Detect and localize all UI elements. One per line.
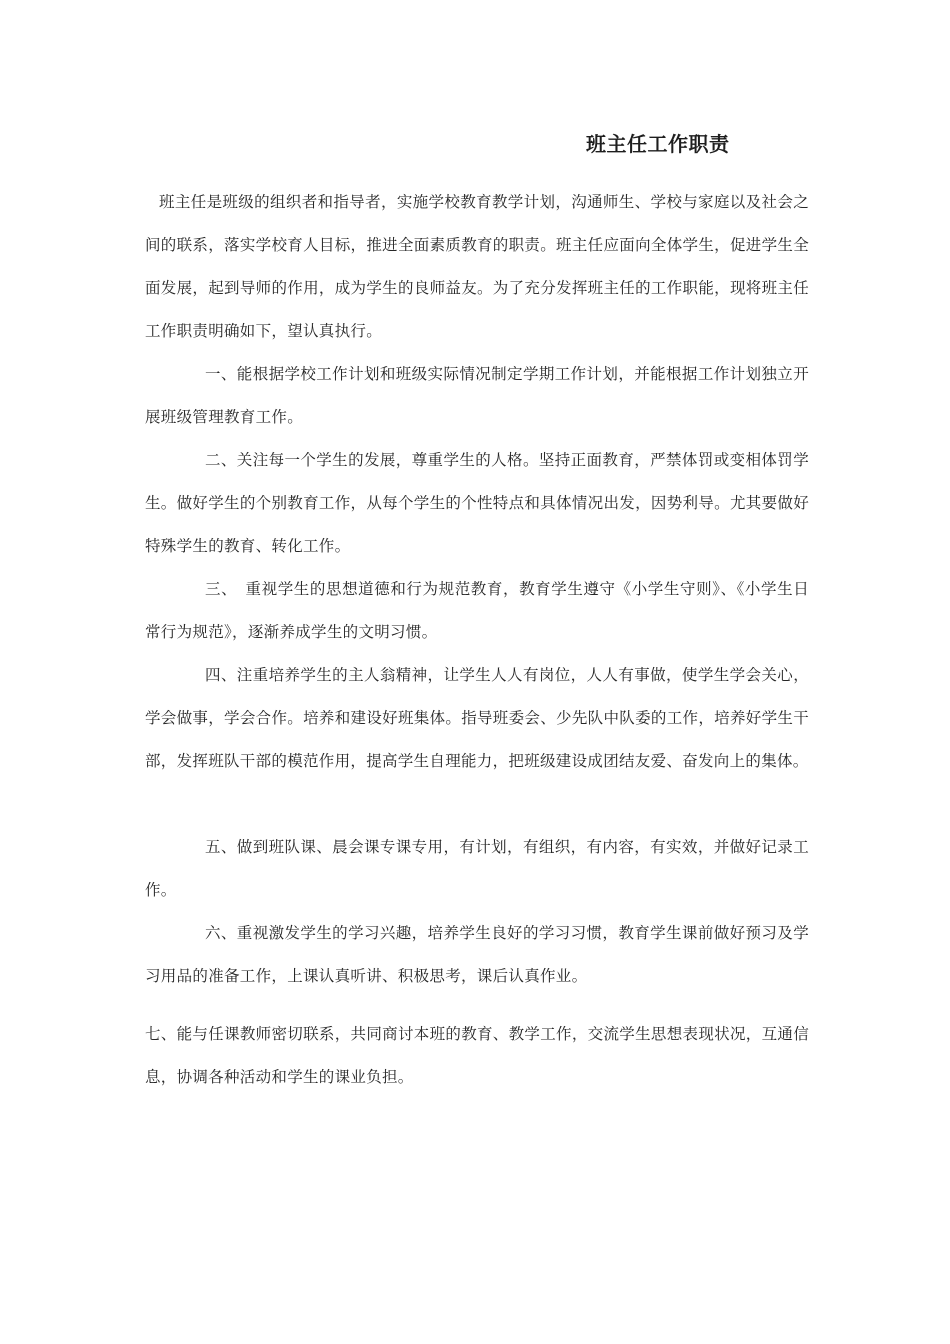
duty-item-7: 七、能与任课教师密切联系，共同商讨本班的教育、教学工作，交流学生思想表现状况，互通信息，协调各种活动和学生的课业负担。 [145, 1025, 809, 1086]
duty-item-5: 五、做到班队课、晨会课专课专用，有计划，有组织，有内容，有实效，并做好记录工作。 [145, 838, 809, 899]
duty-item-2: 二、关注每一个学生的发展，尊重学生的人格。坚持正面教育，严禁体罚或变相体罚学生。做好学生的个别教育工作，从每个学生的个性特点和具体情况出发，因势利导。尤其要做好特殊学生的教育、转化工作。 [145, 451, 809, 555]
duty-item-6: 六、重视激发学生的学习兴趣，培养学生良好的学习习惯，教育学生课前做好预习及学习用品的准备工作，上课认真听讲、积极思考，课后认真作业。 [145, 924, 809, 985]
intro-paragraph: 班主任是班级的组织者和指导者，实施学校教育教学计划，沟通师生、学校与家庭以及社会之间的联系，落实学校育人目标，推进全面素质教育的职责。班主任应面向全体学生，促进学生全面发展，起到导师的作用，成为学生的良师益友。为了充分发挥班主任的工作职能，现将班主任工作职责明确如下，望认真执行。 [145, 193, 809, 340]
duty-item-3: 三、 重视学生的思想道德和行为规范教育，教育学生遵守《小学生守则》、《小学生日常行为规范》，逐渐养成学生的文明习惯。 [145, 580, 809, 641]
duty-item-1: 一、能根据学校工作计划和班级实际情况制定学期工作计划，并能根据工作计划独立开展班级管理教育工作。 [145, 365, 809, 426]
document-title: 班主任工作职责 [586, 132, 730, 156]
duty-item-4: 四、注重培养学生的主人翁精神，让学生人人有岗位，人人有事做，使学生学会关心，学会做事，学会合作。培养和建设好班集体。指导班委会、少先队中队委的工作，培养好学生干部，发挥班队干部的模范作用，提高学生自理能力，把班级建设成团结友爱、奋发向上的集体。 [145, 666, 809, 770]
